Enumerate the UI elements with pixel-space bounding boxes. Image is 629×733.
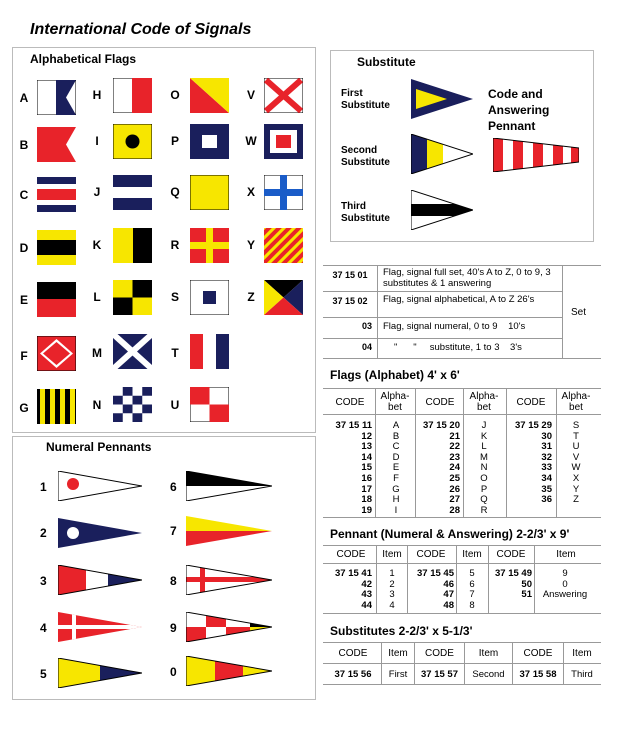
pennant-number: 4: [40, 621, 47, 635]
flag-letter: Q: [170, 185, 180, 199]
flag-letters-column: J K L M N O P Q R: [480, 420, 488, 516]
item-header: Item: [556, 549, 576, 560]
pennant-7-icon: [186, 516, 272, 546]
pennant-codes-column: 37 15 45 46 47 48: [417, 568, 454, 611]
pennant-codes-column: 37 15 41 42 43 44: [335, 568, 372, 611]
set-code: 04: [361, 342, 372, 352]
pennant-number: 3: [40, 574, 47, 588]
flag-c-icon: [37, 177, 76, 212]
substitute-code: 37 15 57: [421, 669, 458, 680]
flag-y-icon: [264, 228, 303, 263]
substitute-code: 37 15 56: [334, 669, 372, 680]
item-header: Item: [572, 648, 592, 659]
flag-letter: P: [170, 134, 179, 148]
substitute-title: Substitute: [357, 55, 416, 69]
flag-m-icon: [113, 334, 152, 369]
item-header: Item: [478, 648, 499, 659]
code-header: CODE: [523, 648, 553, 659]
flag-d-icon: [37, 230, 76, 265]
flag-letter: X: [246, 185, 255, 199]
flag-letter: E: [19, 293, 28, 307]
pennant-3-icon: [58, 565, 142, 595]
first-substitute-label: First Substitute: [341, 88, 390, 111]
flag-l-icon: [113, 280, 152, 315]
flag-codes-column: 37 15 29 30 31 32 33 34 35 36: [515, 420, 552, 506]
flag-letter: F: [20, 349, 28, 363]
flag-a-icon: [37, 80, 76, 115]
set-code: 03: [361, 321, 372, 331]
flag-z-icon: [264, 280, 303, 315]
alphabet-header: Alpha-bet: [469, 391, 499, 413]
flag-k-icon: [113, 228, 152, 263]
flag-w-icon: [264, 124, 303, 159]
flag-e-icon: [37, 282, 76, 317]
flag-letter: U: [170, 398, 180, 412]
flag-r-icon: [190, 228, 229, 263]
code-header: CODE: [496, 549, 526, 560]
first-substitute-icon: [411, 79, 473, 119]
substitute-item: First: [388, 669, 408, 680]
flag-letter: C: [19, 188, 29, 202]
pennant-table-title: Pennant (Numeral & Answering) 2-2/3' x 9': [330, 527, 570, 541]
flag-letter: S: [170, 290, 179, 304]
pennant-5-icon: [58, 658, 142, 688]
flag-letter: R: [170, 238, 180, 252]
flag-codes-column: 37 15 20 21 22 23 24 25 26 27 28: [423, 420, 460, 516]
flag-letter: N: [92, 398, 102, 412]
second-substitute-label: Second Substitute: [341, 145, 390, 168]
flag-u-icon: [190, 387, 229, 422]
set-desc: " " substitute, 1 to 3 3's: [394, 342, 522, 353]
code-header: CODE: [516, 397, 546, 408]
flag-f-icon: [37, 336, 76, 371]
third-substitute-icon: [411, 190, 473, 230]
flag-j-icon: [113, 175, 152, 210]
pennant-number: 0: [170, 665, 177, 679]
set-desc: Flag, signal alphabetical, A to Z 26's: [383, 294, 535, 305]
flag-letter: J: [93, 185, 101, 199]
flag-letter: B: [19, 138, 29, 152]
page-title: International Code of Signals: [30, 21, 252, 38]
pennant-items-column: 5 6 7 8: [469, 568, 475, 611]
pennant-items-column: 9 0 Answering: [542, 568, 588, 601]
set-code: 37 15 02: [332, 296, 368, 306]
code-header: CODE: [335, 397, 365, 408]
pennant-6-icon: [186, 471, 272, 501]
code-header: CODE: [416, 549, 446, 560]
flag-i-icon: [113, 124, 152, 159]
substitutes-table-title: Substitutes 2-2/3' x 5-1/3': [330, 624, 473, 638]
flag-letters-column: S T U V W X Y Z: [571, 420, 581, 506]
pennant-number: 1: [40, 480, 47, 494]
flag-t-icon: [190, 334, 229, 369]
flag-letter: K: [92, 238, 102, 252]
pennant-1-icon: [58, 471, 142, 501]
code-header: CODE: [336, 549, 366, 560]
substitute-item: Third: [571, 669, 593, 680]
flag-letter: D: [19, 241, 29, 255]
pennant-2-icon: [58, 518, 142, 548]
item-header: Item: [388, 648, 408, 659]
code-answering-pennant-icon: [493, 138, 579, 172]
flag-letters-column: A B C D E F G H I: [392, 420, 400, 516]
pennant-items-column: 1 2 3 4: [389, 568, 395, 611]
substitute-item: Second: [472, 669, 505, 680]
pennant-4-icon: [58, 612, 142, 642]
flag-letter: Z: [247, 290, 255, 304]
flag-letter: I: [95, 134, 99, 148]
set-desc: Flag, signal numeral, 0 to 9 10's: [383, 321, 526, 332]
flag-x-icon: [264, 175, 303, 210]
code-answering-pennant-title: Code and Answering Pennant: [488, 87, 550, 133]
pennant-number: 9: [170, 621, 177, 635]
flag-codes-column: 37 15 11 12 13 14 15 16 17 18 19: [335, 420, 372, 516]
flag-b-icon: [37, 127, 76, 162]
pennant-9-icon: [186, 612, 272, 642]
flag-letter: L: [93, 290, 101, 304]
flag-letter: O: [170, 88, 180, 102]
pennant-codes-column: 37 15 49 50 51: [495, 568, 532, 601]
flag-letter: V: [246, 88, 255, 102]
code-header: CODE: [425, 648, 454, 659]
flag-o-icon: [190, 78, 229, 113]
pennant-number: 5: [40, 667, 47, 681]
pennant-0-icon: [186, 656, 272, 686]
alphabet-header: Alpha-bet: [380, 391, 410, 413]
set-desc: Flag, signal full set, 40's A to Z, 0 to 9, 3 substitutes & 1 answering: [383, 267, 551, 289]
code-header: CODE: [425, 397, 455, 408]
flag-letter: G: [19, 401, 29, 415]
flag-p-icon: [190, 124, 229, 159]
item-header: Item: [462, 549, 482, 560]
flag-h-icon: [113, 78, 152, 113]
set-code: 37 15 01: [332, 270, 368, 280]
substitute-code: 37 15 58: [519, 669, 557, 680]
flag-letter: T: [171, 346, 179, 360]
pennant-number: 8: [170, 574, 177, 588]
flag-letter: H: [92, 88, 102, 102]
pennant-8-icon: [186, 565, 272, 595]
item-header: Item: [382, 549, 402, 560]
flag-letter: Y: [246, 238, 255, 252]
flag-letter: A: [19, 91, 29, 105]
numeral-pennants-title: Numeral Pennants: [46, 440, 152, 454]
flag-q-icon: [190, 175, 229, 210]
set-label: Set: [571, 307, 587, 318]
second-substitute-icon: [411, 134, 473, 174]
flag-letter: M: [92, 346, 102, 360]
pennant-number: 2: [40, 526, 47, 540]
pennant-number: 6: [170, 480, 177, 494]
third-substitute-label: Third Substitute: [341, 201, 390, 224]
flag-n-icon: [113, 387, 152, 422]
alphabetical-flags-title: Alphabetical Flags: [30, 52, 137, 66]
flags-alphabet-title: Flags (Alphabet) 4' x 6': [330, 368, 460, 382]
pennant-number: 7: [170, 524, 177, 538]
flag-v-icon: [264, 78, 303, 113]
flag-letter: W: [245, 134, 257, 148]
alphabet-header: Alpha-bet: [561, 391, 591, 413]
code-header: CODE: [338, 648, 368, 659]
flag-s-icon: [190, 280, 229, 315]
flag-g-icon: [37, 389, 76, 424]
